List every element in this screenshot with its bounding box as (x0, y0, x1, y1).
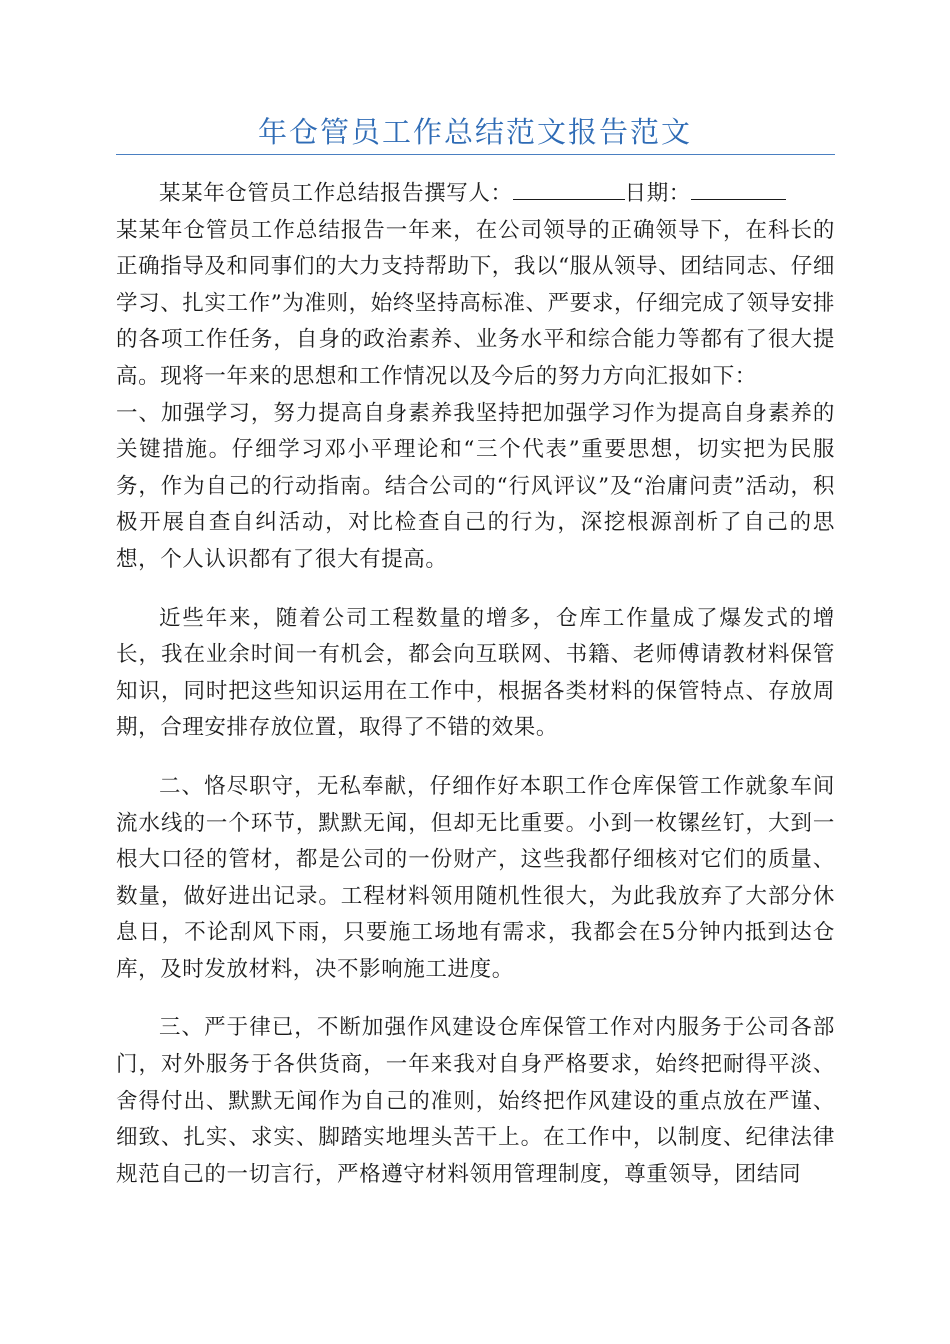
author-date-line (116, 176, 835, 213)
date-blank (691, 177, 786, 200)
document-body (116, 176, 835, 1193)
author-label: 某某年仓管员工作总结报告撰写人： (159, 181, 513, 206)
title-underline (116, 154, 835, 155)
paragraph-intro: 某某年仓管员工作总结报告一年来，在公司领导的正确领导下，在科长的正确指导及和同事们的大力支持帮助下，我以“服从领导、团结同志、仔细学习、扎实工作”为准则，始终坚持高标准、严要求，仔细完成了领导安排的各项工作任务，自身的政治素养、业务水平和综合能力等都有了很大提高。现将一年来的思想和工作情况以及今后的努力方向汇报如下： (116, 217, 835, 389)
paragraph-section-3: 三、严于律已，不断加强作风建设仓库保管工作对内服务于公司各部门，对外服务于各供货商，一年来我对自身严格要求，始终把耐得平淡、舍得付出、默默无闻作为自己的准则，始终把作风建设的重点放在严谨、细致、扎实、求实、脚踏实地埋头苦干上。在工作中，以制度、纪律法律规范自己的一切言行，严格遵守材料领用管理制度，尊重领导，团结同 (116, 1015, 835, 1187)
date-label: 日期： (624, 181, 691, 206)
document-title: 年仓管员工作总结范文报告范文 (257, 115, 692, 149)
author-blank (513, 177, 625, 200)
paragraph-section-2: 二、恪尽职守，无私奉献，仔细作好本职工作仓库保管工作就象车间流水线的一个环节，默默无闻，但却无比重要。小到一枚镙丝钉，大到一根大口径的管材，都是公司的一份财产，这些我都仔细核对它们的质量、数量，做好进出记录。工程材料领用随机性很大，为此我放弃了大部分休息日，不论刮风下雨，只要施工场地有需求，我都会在5分钟内抵到达仓库，及时发放材料，决不影响施工进度。 (116, 773, 835, 982)
paragraph-section-1: 一、加强学习，努力提高自身素养我坚持把加强学习作为提高自身素养的关键措施。仔细学习邓小平理论和“三个代表”重要思想，切实把为民服务，作为自己的行动指南。结合公司的“行风评议”及“治庸问责”活动，积极开展自查自纠活动，对比检查自己的行为，深挖根源剖析了自己的思想，个人认识都有了很大有提高。 (116, 400, 835, 572)
paragraph-recent-years: 近些年来，随着公司工程数量的增多，仓库工作量成了爆发式的增长，我在业余时间一有机会，都会向互联网、书籍、老师傅请教材料保管知识，同时把这些知识运用在工作中，根据各类材料的保管特点、存放周期，合理安排存放位置，取得了不错的效果。 (116, 605, 835, 741)
